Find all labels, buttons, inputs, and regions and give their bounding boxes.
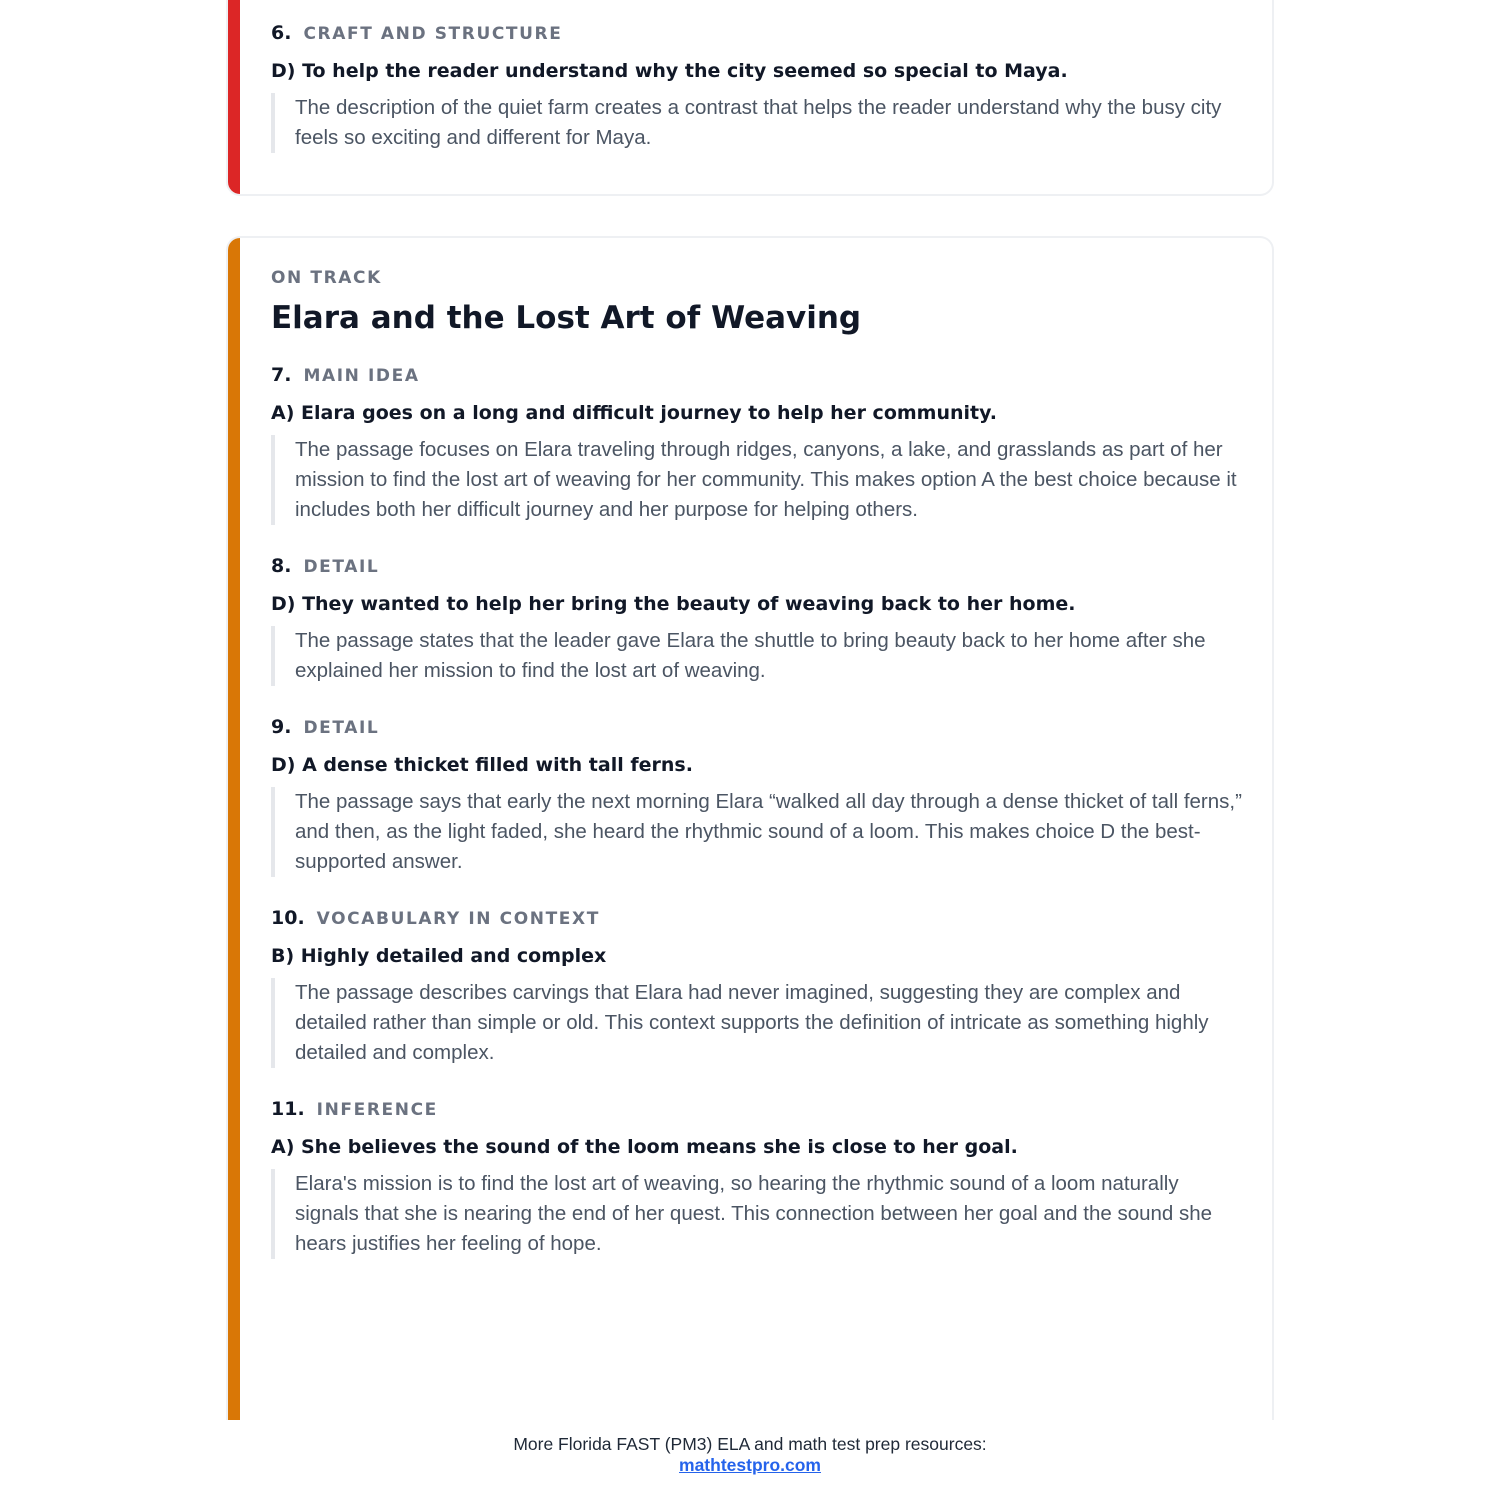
passage-level-label: ON TRACK <box>271 268 382 288</box>
answer-card-previous <box>226 0 1274 196</box>
accent-bar-orange <box>228 238 240 1420</box>
passage-title: Elara and the Lost Art of Weaving <box>271 300 862 336</box>
question-header <box>271 22 1242 50</box>
answer-card-passage <box>226 236 1274 1420</box>
question-header <box>271 716 1242 744</box>
question-category: CRAFT AND STRUCTURE <box>303 24 563 44</box>
question-item <box>271 555 1242 686</box>
question-explanation: The passage says that early the next morning Elara “walked all day through a dense thicket of tall ferns,” and then, as the light faded, she heard the rhythmic sound of a loom. This makes choice D the best-supported answer. <box>271 787 1242 877</box>
question-answer: D) To help the reader understand why the city seemed so special to Maya. <box>271 60 1068 82</box>
question-answer: A) She believes the sound of the loom means she is close to her goal. <box>271 1136 1018 1158</box>
question-category: DETAIL <box>303 557 380 577</box>
footer-text: More Florida FAST (PM3) ELA and math test prep resources: <box>513 1434 987 1454</box>
question-header <box>271 555 1242 583</box>
question-explanation: The passage describes carvings that Elara had never imagined, suggesting they are complex and detailed rather than simple or old. This context supports the definition of intricate as something highly detailed and complex. <box>271 978 1242 1068</box>
question-answer: A) Elara goes on a long and difficult journey to help her community. <box>271 402 997 424</box>
question-number: 9. <box>271 716 292 738</box>
question-answer: B) Highly detailed and complex <box>271 945 607 967</box>
question-explanation: The description of the quiet farm creates a contrast that helps the reader understand why the busy city feels so exciting and different for Maya. <box>271 93 1242 153</box>
footer-link[interactable]: mathtestpro.com <box>679 1455 821 1475</box>
question-item <box>271 22 1242 153</box>
question-number: 8. <box>271 555 292 577</box>
accent-bar-red <box>228 0 240 194</box>
question-number: 11. <box>271 1098 305 1120</box>
question-header <box>271 364 1242 392</box>
question-category: VOCABULARY IN CONTEXT <box>316 909 600 929</box>
question-header <box>271 907 1242 935</box>
question-category: MAIN IDEA <box>303 366 420 386</box>
question-number: 7. <box>271 364 292 386</box>
question-item <box>271 364 1242 525</box>
question-number: 6. <box>271 22 292 44</box>
question-category: INFERENCE <box>316 1100 438 1120</box>
question-number: 10. <box>271 907 305 929</box>
question-answer: D) A dense thicket filled with tall ferns. <box>271 754 693 776</box>
question-explanation: Elara's mission is to find the lost art of weaving, so hearing the rhythmic sound of a loom naturally signals that she is nearing the end of her quest. This connection between her goal and the sound she hears justifies her feeling of hope. <box>271 1169 1242 1259</box>
question-category: DETAIL <box>303 718 380 738</box>
question-item <box>271 1098 1242 1259</box>
question-explanation: The passage focuses on Elara traveling through ridges, canyons, a lake, and grasslands as part of her mission to find the lost art of weaving for her community. This makes option A the best choice because it includes both her difficult journey and her purpose for helping others. <box>271 435 1242 525</box>
question-item <box>271 716 1242 877</box>
question-item <box>271 907 1242 1068</box>
question-explanation: The passage states that the leader gave Elara the shuttle to bring beauty back to her home after she explained her mission to find the lost art of weaving. <box>271 626 1242 686</box>
question-answer: D) They wanted to help her bring the beauty of weaving back to her home. <box>271 593 1076 615</box>
question-header <box>271 1098 1242 1126</box>
footer <box>0 1434 1500 1476</box>
